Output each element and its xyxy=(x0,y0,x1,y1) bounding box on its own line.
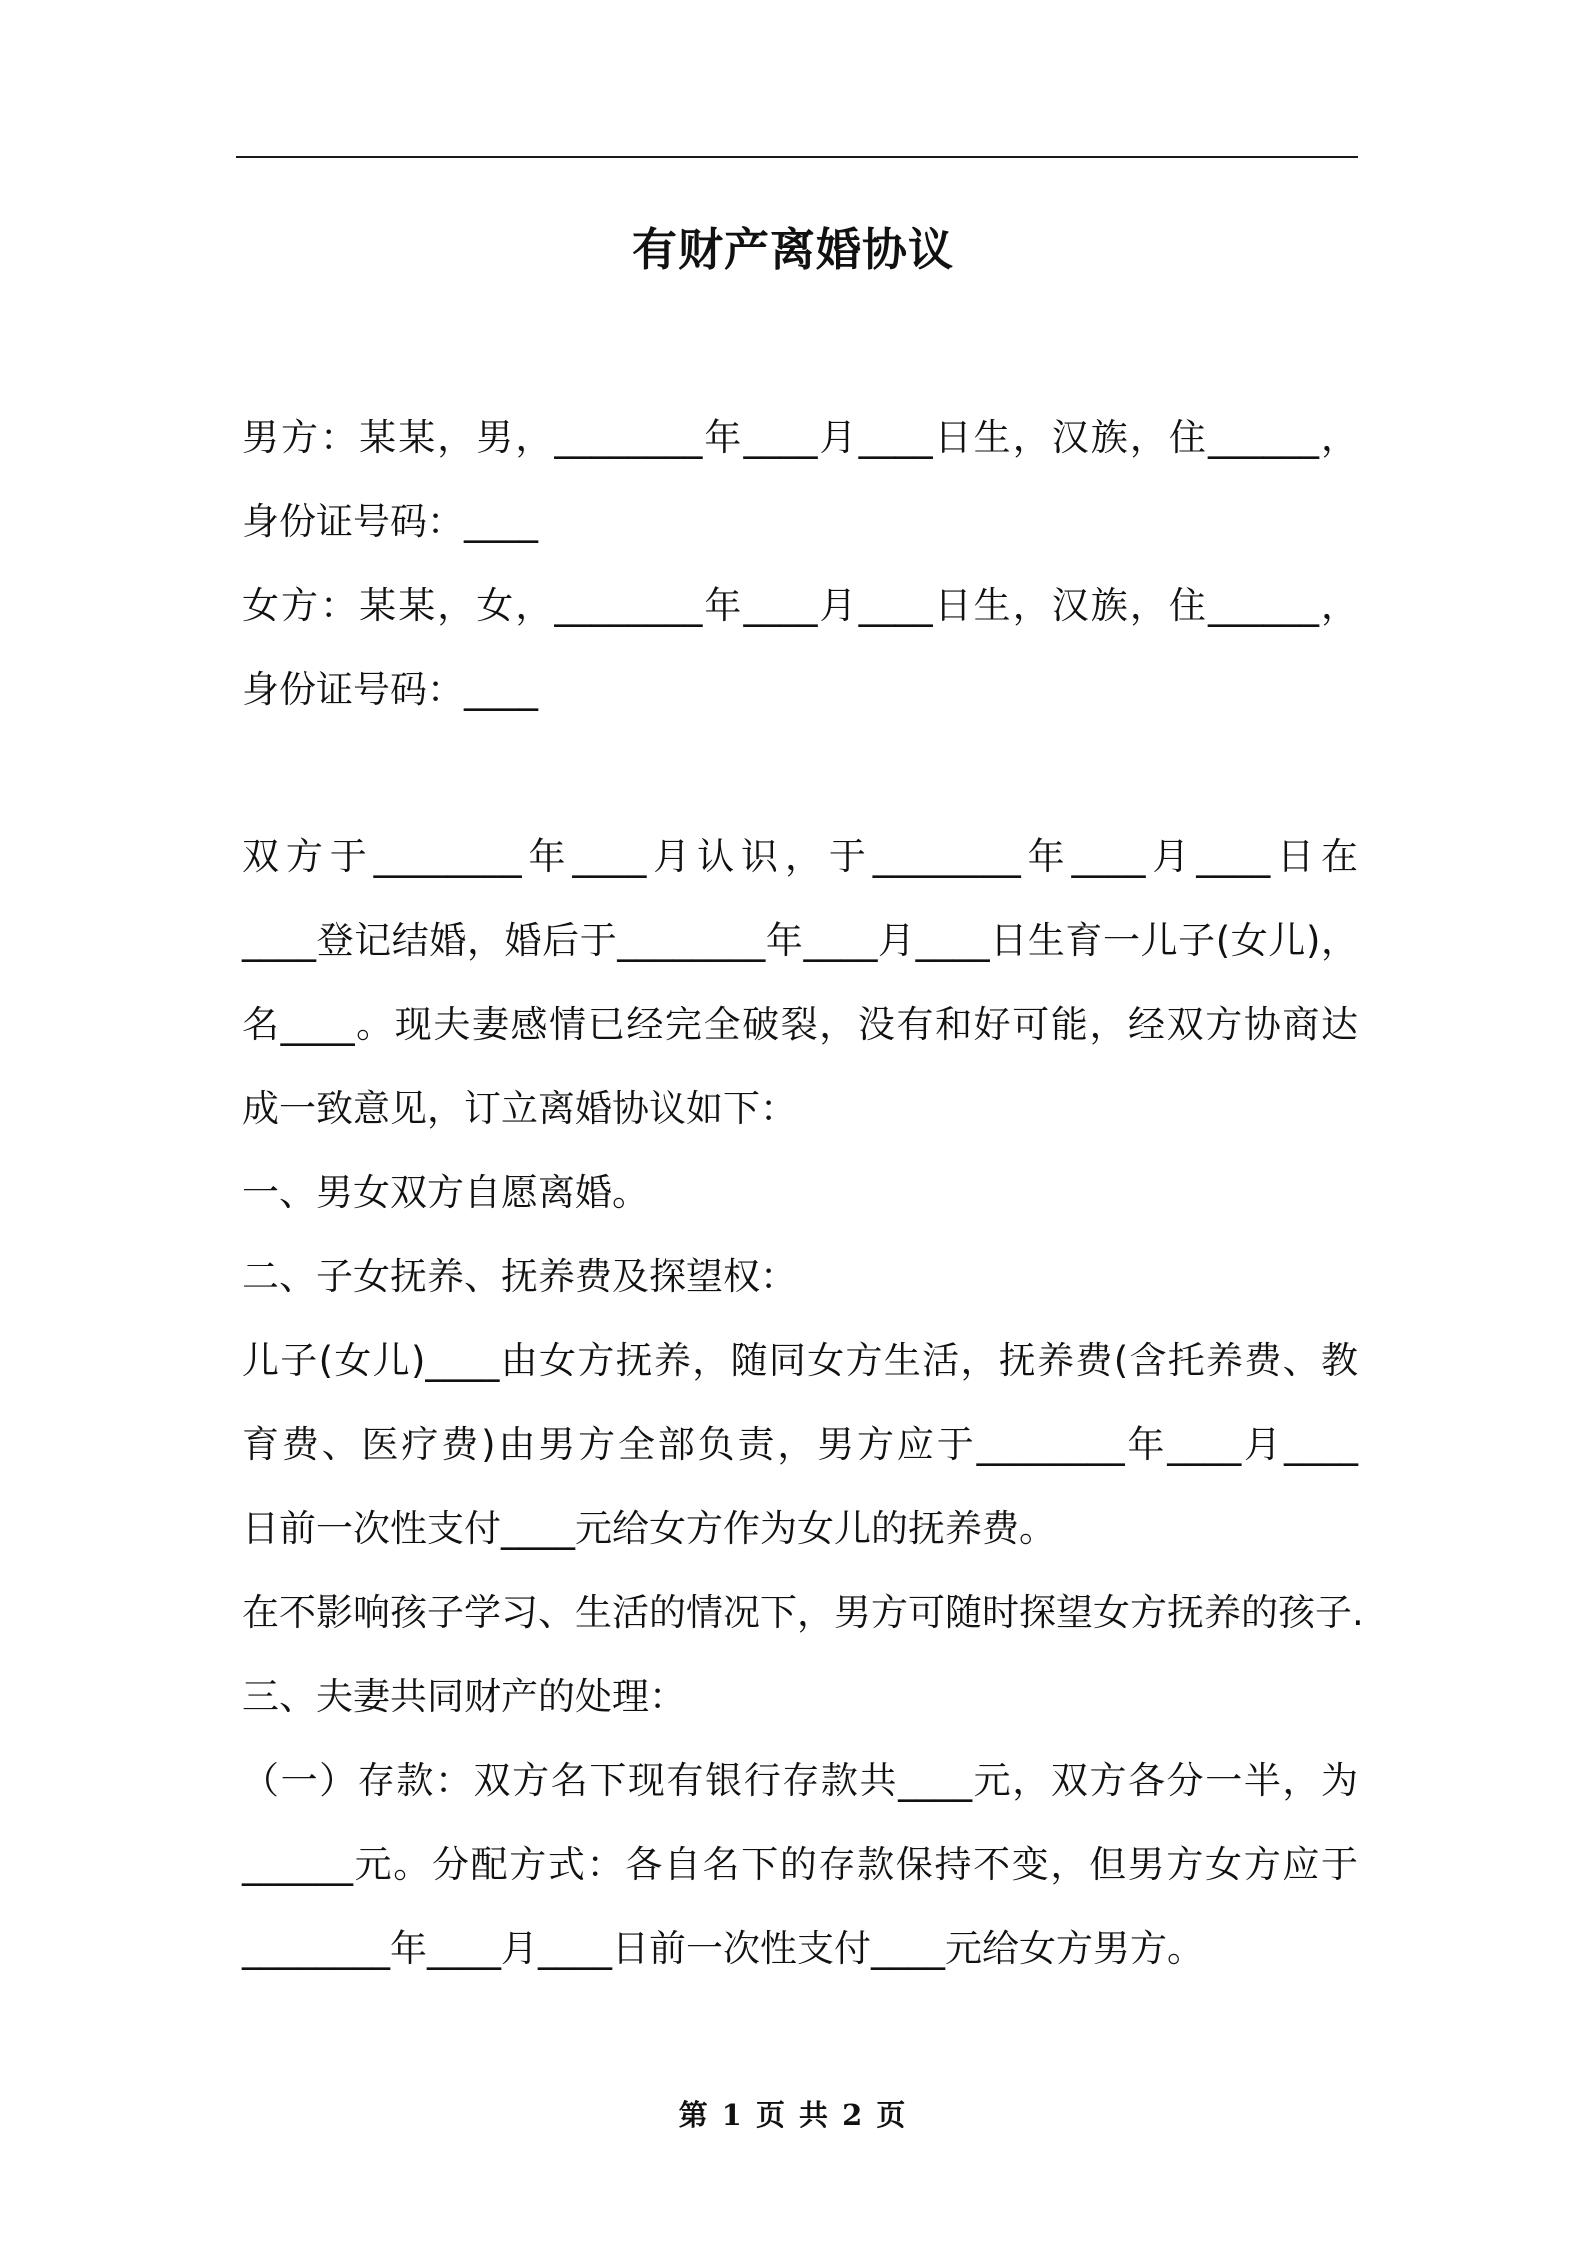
body-line: 育费、医疗费)由男方全部负责，男方应于________年____月____ xyxy=(242,1423,1358,1466)
visitation-line: 在不影响孩子学习、生活的情况下，男方可随时探望女方抚养的孩子. xyxy=(242,1591,1364,1634)
female-party-line: 女方：某某，女，________年____月____日生，汉族，住______， xyxy=(242,584,1358,627)
body-line: ______元。分配方式：各自名下的存款保持不变，但男方女方应于 xyxy=(242,1843,1358,1886)
body-line: 儿子(女儿)____由女方抚养，随同女方生活，抚养费(含托养费、教 xyxy=(242,1339,1358,1382)
clause-3-heading: 三、夫妻共同财产的处理： xyxy=(242,1675,686,1718)
party-info-block xyxy=(242,396,1358,732)
body-line: 名____。现夫妻感情已经完全破裂，没有和好可能，经双方协商达 xyxy=(242,1003,1358,1046)
body-line: 日前一次性支付____元给女方作为女儿的抚养费。 xyxy=(242,1507,1056,1550)
document-title: 有财产离婚协议 xyxy=(631,223,954,276)
body-line: ____登记结婚，婚后于________年____月____日生育一儿子(女儿)， xyxy=(242,919,1358,962)
page-footer: 第 1 页 共 2 页 xyxy=(678,2098,908,2132)
female-id-line: 身份证号码：____ xyxy=(242,668,538,711)
body-line: ________年____月____日前一次性支付____元给女方男方。 xyxy=(242,1927,1204,1970)
male-id-line: 身份证号码：____ xyxy=(242,500,538,543)
body-line: 双方于________年____月认识，于________年____月____日在 xyxy=(242,835,1358,878)
body-line: 成一致意见，订立离婚协议如下： xyxy=(242,1087,797,1130)
clause-2-heading: 二、子女抚养、抚养费及探望权： xyxy=(242,1255,797,1298)
clause-1-heading: 一、男女双方自愿离婚。 xyxy=(242,1171,649,1214)
agreement-body xyxy=(242,815,1364,1991)
body-line: （一）存款：双方名下现有银行存款共____元，双方各分一半，为 xyxy=(242,1759,1358,1802)
male-party-line: 男方：某某，男，________年____月____日生，汉族，住______， xyxy=(242,416,1358,459)
header-rule xyxy=(236,156,1358,158)
